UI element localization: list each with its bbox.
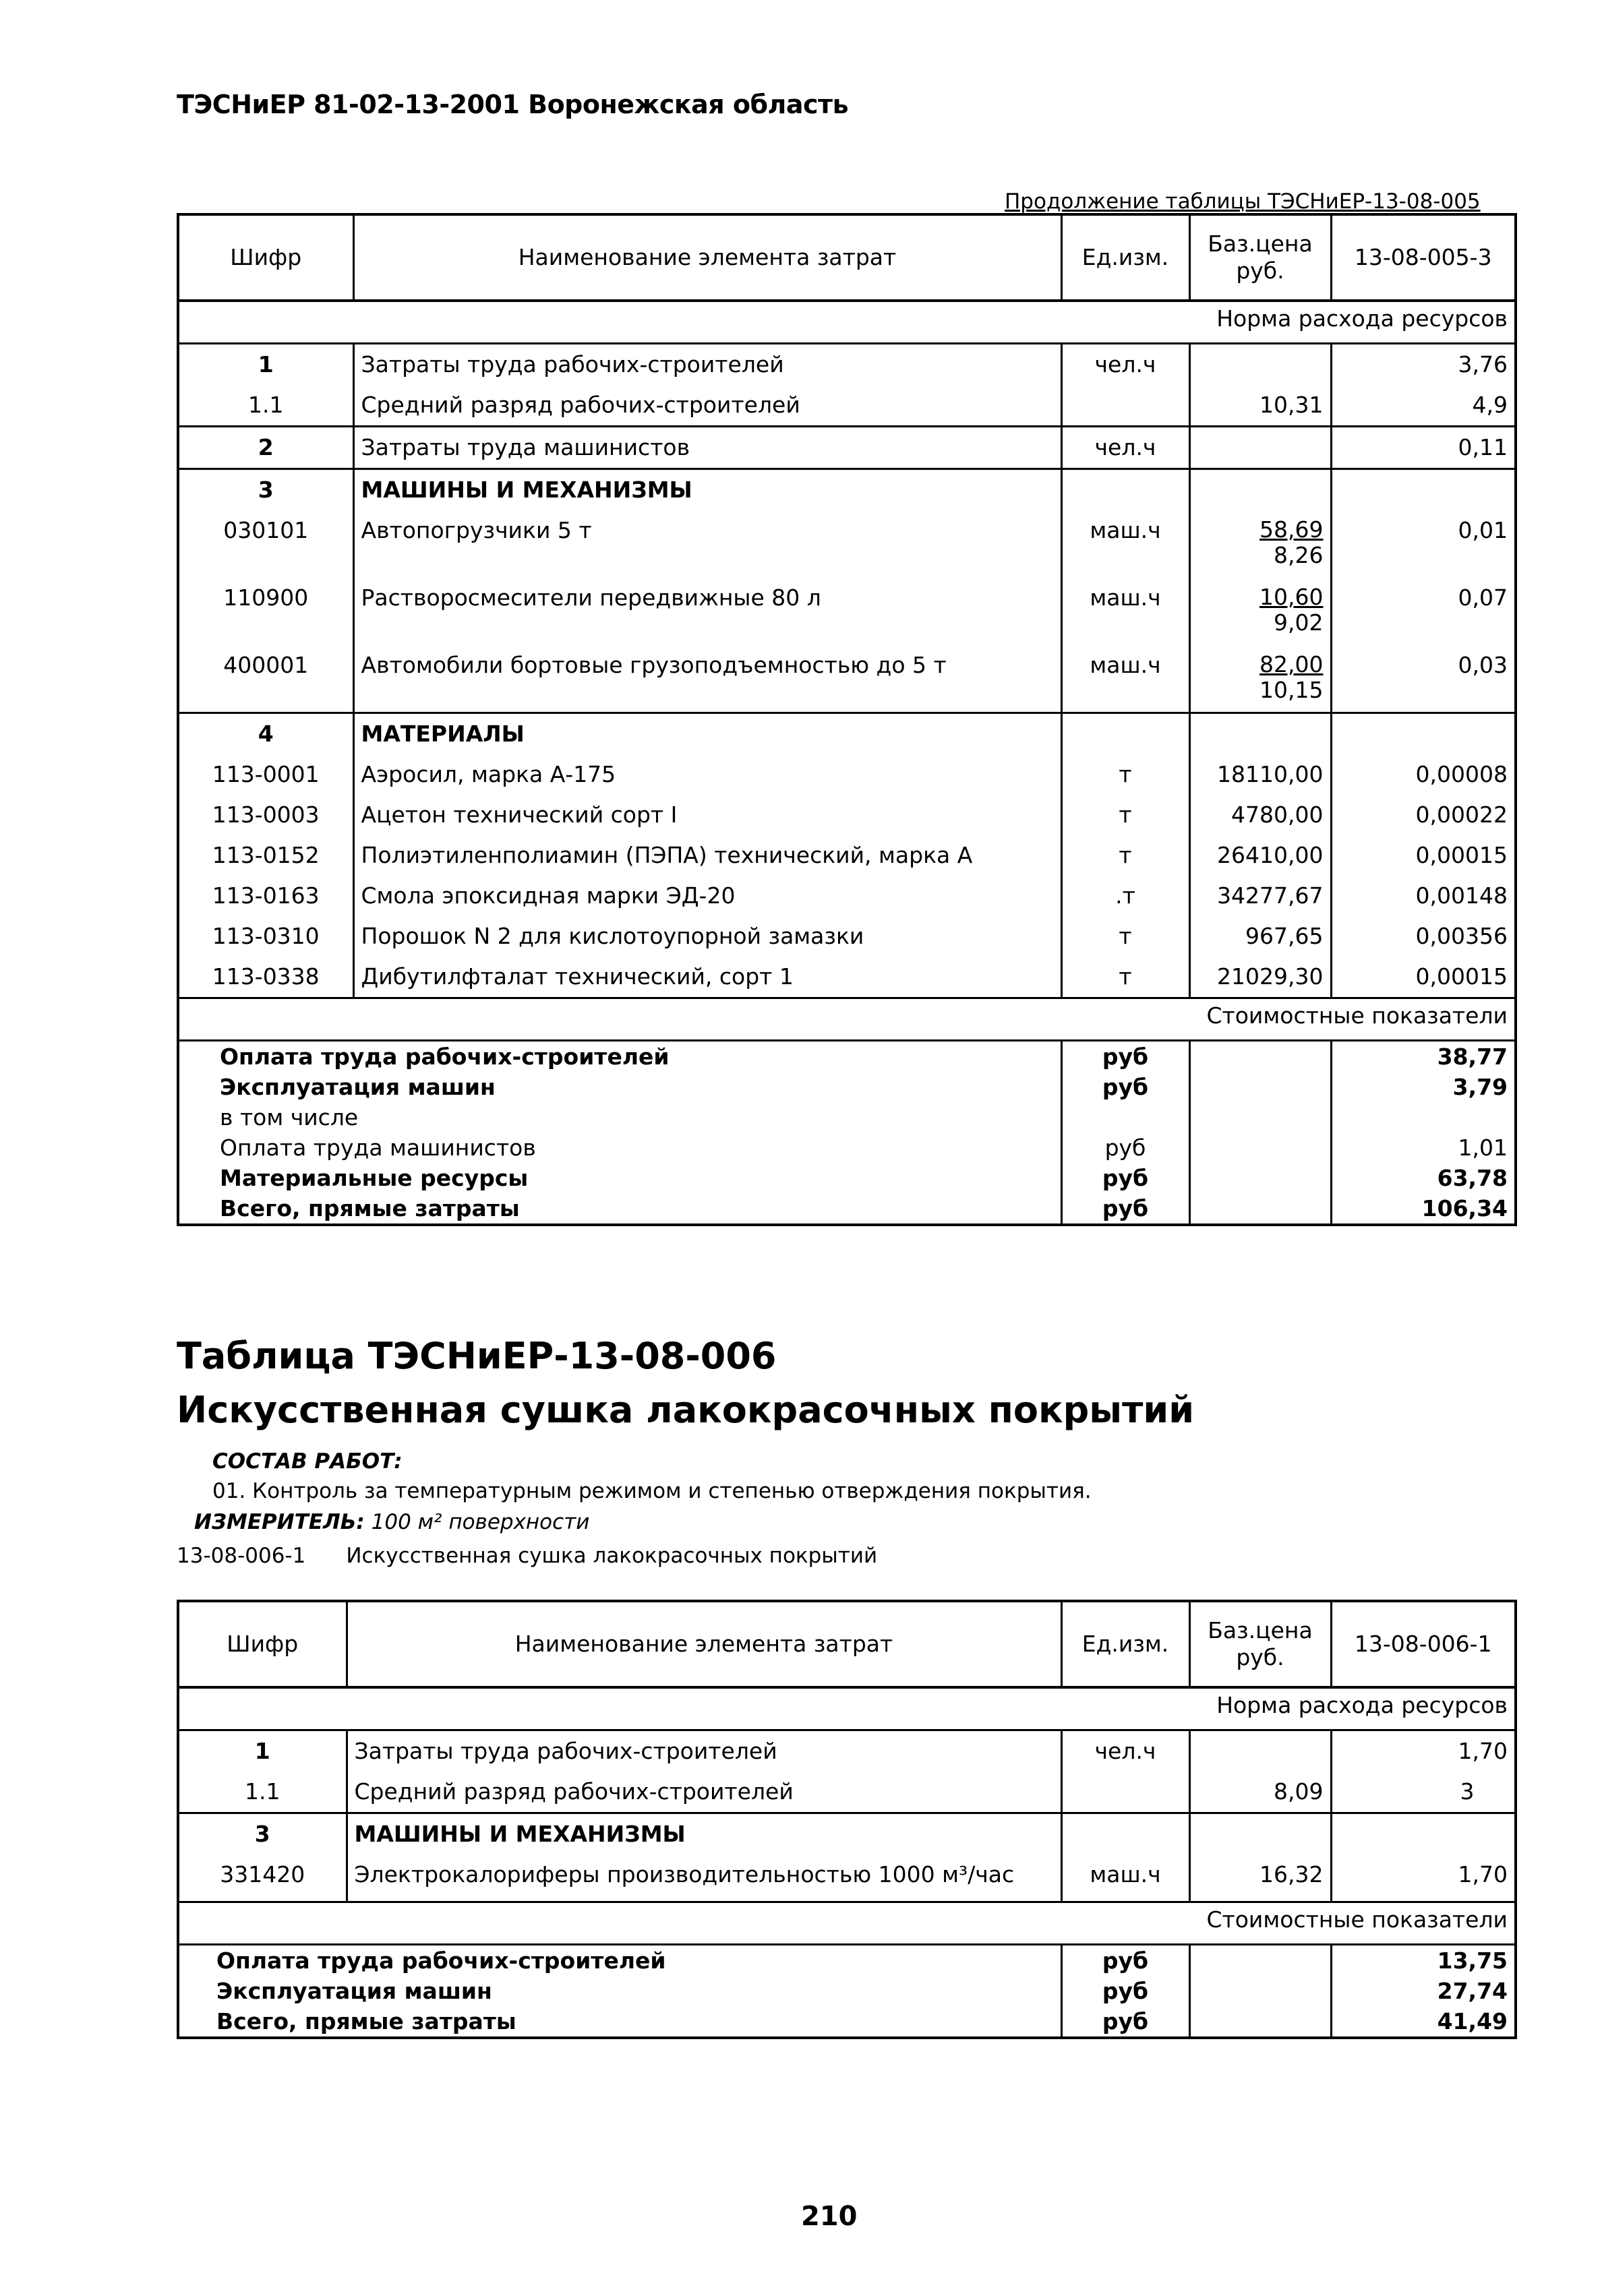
machine-rate: 58,69 <box>1259 516 1324 543</box>
table-title: Таблица ТЭСНиЕР-13-08-006 <box>177 1335 777 1377</box>
table-row: 2 Затраты труда машинистов чел.ч 0,11 <box>178 427 1516 469</box>
document-header: ТЭСНиЕР 81-02-13-2001 Воронежская область <box>177 90 849 119</box>
resource-table-2 <box>177 1600 1517 2039</box>
table-row: 113-0003 Ацетон технический сорт I т 4780,00 0,00022 <box>178 795 1516 835</box>
cost-label: Стоимостные показатели <box>1189 998 1516 1040</box>
table-row: 1.1 Средний разряд рабочих-строителей 8,09 3 <box>178 1772 1516 1813</box>
section-row: 4 МАТЕРИАЛЫ <box>178 713 1516 754</box>
total-row: Оплата труда рабочих-строителей руб 38,77 <box>178 1040 1516 1072</box>
cost-label: Стоимостные показатели <box>1189 1902 1516 1944</box>
table-row: 113-0338 Дибутилфталат технический, сорт 1 т 21029,30 0,00015 <box>178 957 1516 998</box>
section-row: 3 МАШИНЫ И МЕХАНИЗМЫ <box>178 469 1516 511</box>
col-price-header: Баз.цена руб. <box>1189 214 1331 301</box>
table-header <box>178 214 1516 301</box>
table-row: 113-0310 Порошок N 2 для кислотоупорной замазки т 967,65 0,00356 <box>178 916 1516 957</box>
work-composition-item: 01. Контроль за температурным режимом и степенью отверждения покрытия. <box>212 1479 1092 1503</box>
machinist-rate: 8,26 <box>1274 542 1324 568</box>
resource-table-1 <box>177 213 1517 1226</box>
table-header: Шифр Наименование элемента затрат Ед.изм. Баз.цена руб. 13-08-006-1 <box>178 1601 1516 1687</box>
col-code-header: Шифр <box>178 214 353 301</box>
norm-code-line: 13-08-006-1 Искусственная сушка лакокрасочных покрытий <box>177 1544 878 1568</box>
machinist-rate: 9,02 <box>1274 609 1324 636</box>
section-row: 3 МАШИНЫ И МЕХАНИЗМЫ <box>178 1813 1516 1855</box>
table-row: 400001 Автомобили бортовые грузоподъемностью до 5 т маш.ч 82,00 10,15 0,03 <box>178 645 1516 713</box>
col-unit-header: Ед.изм. <box>1061 214 1189 301</box>
total-row: Эксплуатация машин руб 27,74 <box>178 1976 1516 2006</box>
table-row: 331420 Электрокалориферы производительностью 1000 м³/час маш.ч 16,32 1,70 <box>178 1854 1516 1902</box>
work-composition-label: СОСТАВ РАБОТ: <box>212 1449 403 1474</box>
total-row: Оплата труда машинистов руб 1,01 <box>178 1132 1516 1163</box>
table-row: 1 Затраты труда рабочих-строителей чел.ч 1,70 <box>178 1730 1516 1772</box>
table-row: 1 Затраты труда рабочих-строителей чел.ч 3,76 <box>178 344 1516 386</box>
total-row: Эксплуатация машин руб 3,79 <box>178 1072 1516 1102</box>
col-name-header: Наименование элемента затрат <box>353 214 1061 301</box>
continuation-note: Продолжение таблицы ТЭСНиЕР-13-08-005 <box>1005 189 1481 214</box>
table-row: 113-0163 Смола эпоксидная марки ЭД-20 .т 34277,67 0,00148 <box>178 876 1516 916</box>
table-row: 110900 Растворосмесители передвижные 80 л маш.ч 10,60 9,02 0,07 <box>178 578 1516 645</box>
table-subtitle: Искусственная сушка лакокрасочных покрытий <box>177 1389 1195 1431</box>
total-row: в том числе <box>178 1102 1516 1132</box>
table-row: 1.1 Средний разряд рабочих-строителей 10,31 4,9 <box>178 385 1516 427</box>
total-row: Всего, прямые затраты руб 106,34 <box>178 1193 1516 1225</box>
table-row: 030101 Автопогрузчики 5 т маш.ч 58,69 8,26 0,01 <box>178 510 1516 578</box>
table-row: 113-0152 Полиэтиленполиамин (ПЭПА) технический, марка А т 26410,00 0,00015 <box>178 835 1516 876</box>
total-row: Материальные ресурсы руб 63,78 <box>178 1163 1516 1193</box>
total-row: Всего, прямые затраты руб 41,49 <box>178 2006 1516 2038</box>
machinist-rate: 10,15 <box>1259 677 1324 703</box>
measure-line: ИЗМЕРИТЕЛЬ: 100 м² поверхности <box>194 1510 590 1534</box>
machine-rate: 10,60 <box>1259 584 1324 610</box>
total-row: Оплата труда рабочих-строителей руб 13,75 <box>178 1944 1516 1976</box>
page-number: 210 <box>801 2201 858 2232</box>
norm-label: Норма расхода ресурсов <box>1216 305 1508 332</box>
norm-label: Норма расхода ресурсов <box>1216 1692 1508 1718</box>
col-norm-code-header: 13-08-005-3 <box>1331 214 1516 301</box>
table-row: 113-0001 Аэросил, марка А-175 т 18110,00 0,00008 <box>178 754 1516 795</box>
machine-rate: 82,00 <box>1259 651 1324 677</box>
